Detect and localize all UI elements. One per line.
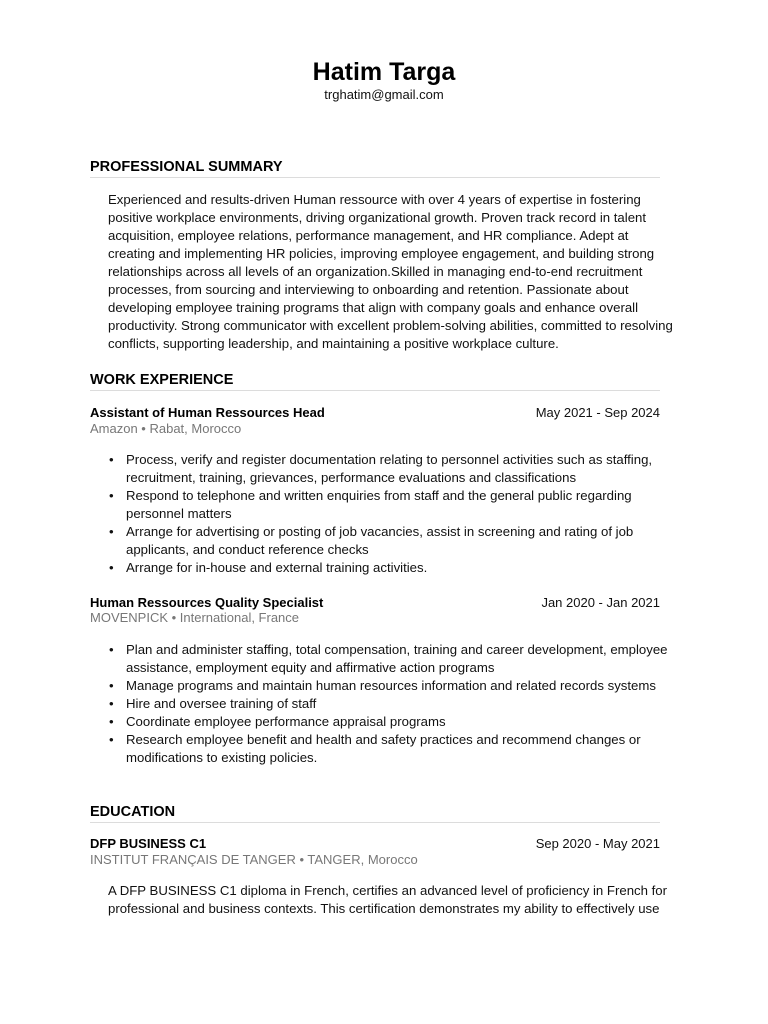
bullet-icon: • <box>109 560 114 575</box>
education-dates: Sep 2020 - May 2021 <box>535 836 660 851</box>
job-title: Assistant of Human Ressources Head <box>90 405 325 420</box>
bullet-text: Manage programs and maintain human resources information and related records systems <box>126 678 656 693</box>
education-title: DFP BUSINESS C1 <box>90 836 207 851</box>
list-item <box>108 677 668 695</box>
list-item <box>108 695 668 713</box>
job-title: Human Ressources Quality Specialist <box>90 595 324 610</box>
job-bullets <box>108 451 668 577</box>
education-description: A DFP BUSINESS C1 diploma in French, certifies an advanced level of proficiency in French for professional and business contexts. This certification demonstrates my ability to effectively use <box>108 883 668 916</box>
bullet-text: Plan and administer staffing, total compensation, training and career development, employee assistance, employment equity and affirmative action programs <box>126 642 668 675</box>
bullet-text: Process, verify and register documentation relating to personnel activities such as staffing, recruitment, training, grievances, performance evaluations and classifications <box>126 452 653 485</box>
bullet-icon: • <box>109 732 114 747</box>
bullet-icon: • <box>109 488 114 503</box>
bullet-icon: • <box>109 642 114 657</box>
bullet-text: Research employee benefit and health and safety practices and recommend changes or modifications to existing policies. <box>126 732 641 765</box>
job-bullets <box>108 641 668 767</box>
summary-text: Experienced and results-driven Human ressource with over 4 years of expertise in fostering positive workplace environments, driving organizational growth. Proven track record in talent acquisition, employee relations, performance management, and HR compliance. Adept at creating and implementing HR policies, improving employee engagement, and building strong relationships across all levels of an organization.Skilled in managing end-to-end recruitment processes, from sourcing and interviewing to onboarding and retention. Passionate about developing employee training programs that align with company goals and enhance overall productivity. Strong communicator with excellent problem-solving abilities, committed to resolving conflicts, supporting leadership, and maintaining a positive workplace culture. <box>108 192 673 351</box>
list-item <box>108 559 668 577</box>
list-item <box>108 523 668 559</box>
bullet-icon: • <box>109 714 114 729</box>
bullet-icon: • <box>109 678 114 693</box>
list-item <box>108 641 668 677</box>
job-dates: May 2021 - Sep 2024 <box>535 405 660 420</box>
candidate-email: trghatim@gmail.com <box>324 87 444 102</box>
bullet-icon: • <box>109 452 114 467</box>
education-school: INSTITUT FRANÇAIS DE TANGER • TANGER, Morocco <box>90 852 418 867</box>
job-company: MOVENPICK • International, France <box>90 610 300 625</box>
list-item <box>108 451 668 487</box>
list-item <box>108 487 668 523</box>
section-title-work: WORK EXPERIENCE <box>90 372 660 391</box>
list-item <box>108 731 668 767</box>
bullet-text: Respond to telephone and written enquiries from staff and the general public regarding personnel matters <box>126 488 632 521</box>
candidate-name: Hatim Targa <box>312 58 456 86</box>
bullet-text: Arrange for advertising or posting of job vacancies, assist in screening and rating of job applicants, and conduct reference checks <box>126 524 634 557</box>
list-item <box>108 713 668 731</box>
job-dates: Jan 2020 - Jan 2021 <box>541 595 660 610</box>
section-title-education: EDUCATION <box>90 804 660 823</box>
bullet-text: Hire and oversee training of staff <box>126 696 317 711</box>
section-title-summary: PROFESSIONAL SUMMARY <box>90 159 660 178</box>
job-company: Amazon • Rabat, Morocco <box>90 421 242 436</box>
bullet-text: Arrange for in-house and external training activities. <box>126 560 428 575</box>
bullet-text: Coordinate employee performance appraisal programs <box>126 714 446 729</box>
bullet-icon: • <box>109 696 114 711</box>
bullet-icon: • <box>109 524 114 539</box>
